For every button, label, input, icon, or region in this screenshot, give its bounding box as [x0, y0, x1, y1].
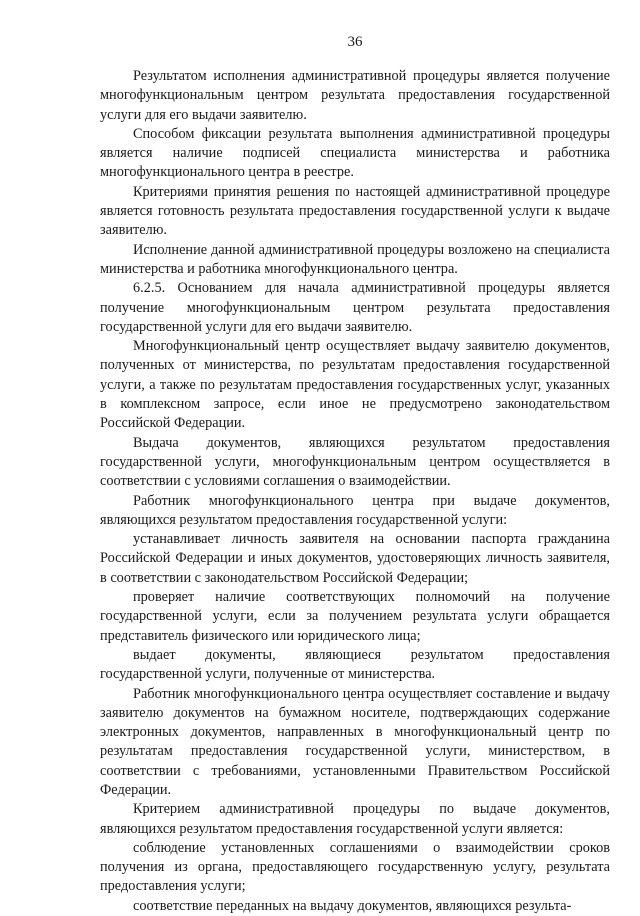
- paragraph: Многофункциональный центр осуществляет выдачу заявителю документов, полученных от министерства, по результатам предоставления государственной услуги, а также по результатам предоставления государственных услуг, указанных в комплексном запросе, если иное не предусмотрено законодательством Российской Федерации.: [100, 338, 610, 432]
- paragraph: устанавливает личность заявителя на основании паспорта гражданина Российской Федерации и иных документов, удостоверяющих личность заявителя, в соответствии с законодательством Российской Федерации;: [100, 531, 610, 586]
- paragraph: выдает документы, являющиеся результатом предоставления государственной услуги, полученные от министерства.: [100, 646, 610, 683]
- paragraph: Способом фиксации результата выполнения административной процедуры является наличие подписей специалиста министерства и работника многофункционального центра в реестре.: [100, 125, 610, 181]
- document-body: [100, 67, 610, 916]
- paragraph: Работник многофункционального центра осуществляет составление и выдачу заявителю документов на бумажном носителе, подтверждающих содержание электронных документов, направленных в многофункциональный центр по результатам предоставления государственной услуги, министерством, в соответствии с требованиями, установленными Правительством Российской Федерации.: [100, 685, 610, 798]
- paragraph: Выдача документов, являющихся результатом предоставления государственной услуги, многофункциональным центром осуществляется в соответствии с условиями соглашения о взаимодействии.: [100, 434, 610, 490]
- paragraph: Исполнение данной административной процедуры возложено на специалиста министерства и работника многофункционального центра.: [100, 241, 610, 277]
- paragraph: Работник многофункционального центра при выдаче документов, являющихся результатом предоставления государственной услуги:: [100, 492, 610, 528]
- paragraph: 6.2.5. Основанием для начала административной процедуры является получение многофункциональным центром результата предоставления государственной услуги для его выдачи заявителю.: [100, 280, 610, 335]
- page-number: 36: [347, 34, 363, 50]
- paragraph: Критерием административной процедуры по выдаче документов, являющихся результатом предоставления государственной услуги является:: [100, 801, 610, 837]
- paragraph: Результатом исполнения административной процедуры является получение многофункциональным центром результата предоставления государственной услуги для его выдачи заявителю.: [100, 68, 610, 123]
- paragraph: Критериями принятия решения по настоящей административной процедуре является готовность результата предоставления государственной услуги к выдаче заявителю.: [100, 183, 610, 239]
- paragraph: соблюдение установленных соглашениями о взаимодействии сроков получения из органа, предоставляющего государственную услугу, результата предоставления услуги;: [100, 839, 610, 895]
- paragraph: соответствие переданных на выдачу документов, являющихся результа-: [133, 897, 572, 914]
- paragraph: проверяет наличие соответствующих полномочий на получение государственной услуги, если за получением результата услуги обращается представитель физического или юридического лица;: [100, 589, 610, 644]
